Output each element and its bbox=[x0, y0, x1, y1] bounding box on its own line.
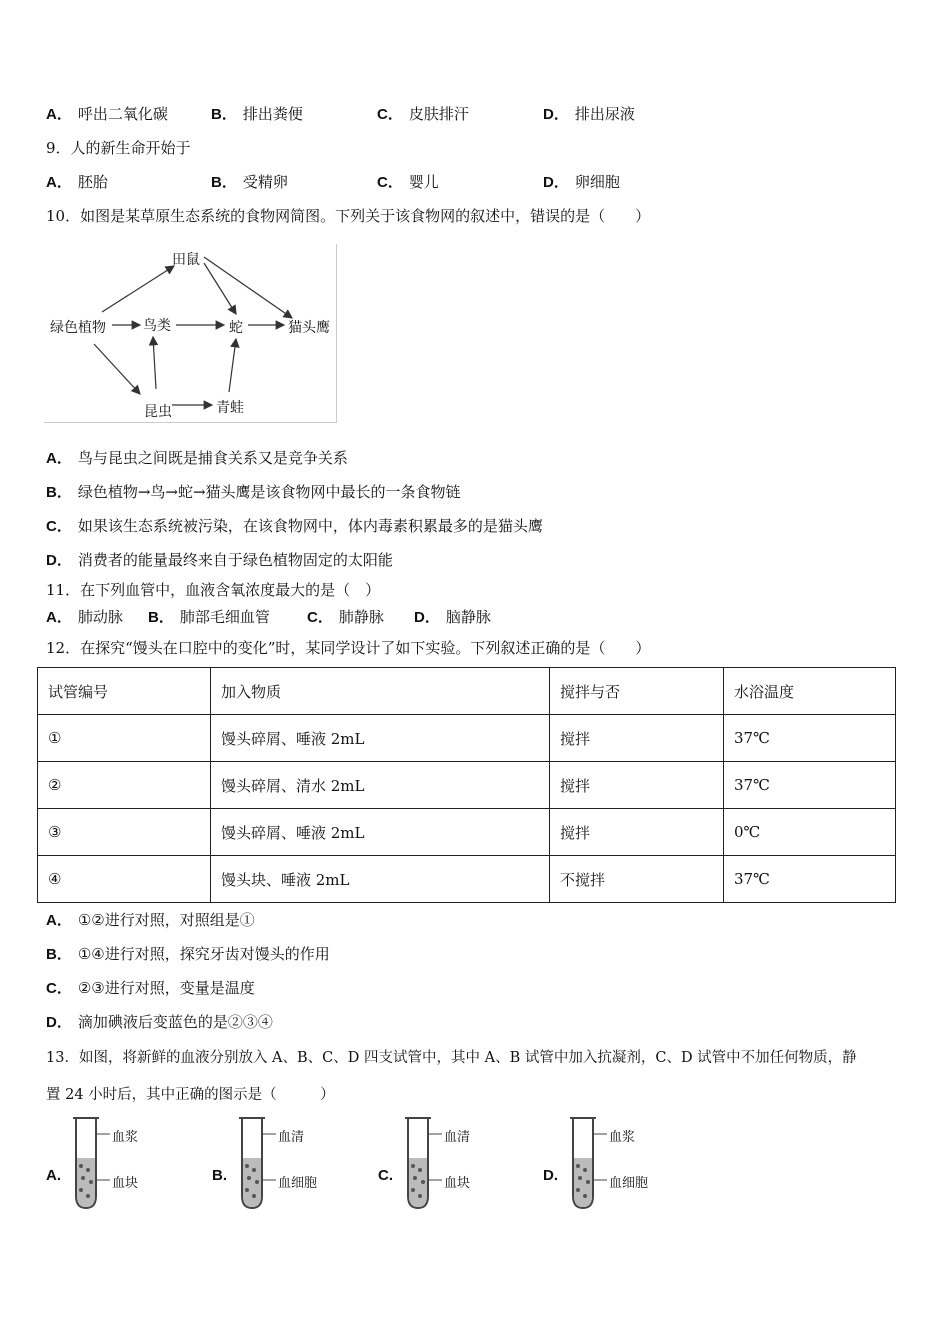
q8-option-c: C． 皮肤排汗 bbox=[377, 105, 469, 123]
q8-option-b: B． 排出粪便 bbox=[211, 105, 303, 123]
q9-option-c: C． 婴儿 bbox=[377, 173, 439, 191]
table-row bbox=[38, 762, 896, 809]
q9-option-a: A． 胚胎 bbox=[46, 173, 108, 191]
test-tube-d bbox=[543, 1112, 673, 1212]
test-tube-a bbox=[46, 1112, 176, 1212]
arrow-mouse-snake bbox=[204, 263, 236, 314]
table-cell: 馒头碎屑、唾液 2mL bbox=[211, 715, 550, 762]
test-tube-b bbox=[212, 1112, 342, 1212]
table-header-row bbox=[38, 668, 896, 715]
node-snake: 蛇 bbox=[229, 320, 243, 336]
table-row bbox=[38, 809, 896, 856]
table-cell: ① bbox=[38, 715, 211, 762]
table-cell: 37℃ bbox=[724, 715, 896, 762]
tube-bottom-label: 血细胞 bbox=[609, 1176, 649, 1191]
arrow-plant-insect bbox=[94, 344, 140, 394]
q13-stem-line2: 置 24 小时后，其中正确的图示是（ ） bbox=[46, 1087, 335, 1103]
table-cell: 不搅拌 bbox=[550, 856, 724, 903]
header-cell: 试管编号 bbox=[38, 668, 211, 715]
q11-stem: 11．在下列血管中，血液含氧浓度最大的是（ ） bbox=[46, 581, 381, 599]
tube-top-label: 血浆 bbox=[112, 1130, 139, 1145]
q10-stem: 10．如图是某草原生态系统的食物网简图。下列关于该食物网的叙述中，错误的是（ ） bbox=[46, 207, 651, 225]
header-cell: 水浴温度 bbox=[724, 668, 896, 715]
header-cell: 搅拌与否 bbox=[550, 668, 724, 715]
q10-option-c: C． 如果该生态系统被污染，在该食物网中，体内毒素积累最多的是猫头鹰 bbox=[46, 517, 543, 535]
q12-option-d: D． 滴加碘液后变蓝色的是②③④ bbox=[46, 1013, 273, 1031]
tube-top-label: 血清 bbox=[444, 1130, 471, 1145]
q10-option-b: B． 绿色植物→鸟→蛇→猫头鹰是该食物网中最长的一条食物链 bbox=[46, 483, 461, 501]
q11-option-b: B． 肺部毛细血管 bbox=[148, 608, 270, 626]
node-owl: 猫头鹰 bbox=[288, 320, 330, 336]
node-frog: 青蛙 bbox=[216, 400, 244, 416]
tube-letter: A. bbox=[46, 1167, 61, 1184]
q9-option-b: B． 受精卵 bbox=[211, 173, 288, 191]
q12-option-a: A． ①②进行对照，对照组是① bbox=[46, 911, 255, 929]
q9-option-d: D． 卵细胞 bbox=[543, 173, 620, 191]
table-cell: 搅拌 bbox=[550, 762, 724, 809]
table-cell: 馒头块、唾液 2mL bbox=[211, 856, 550, 903]
q12-option-b: B． ①④进行对照，探究牙齿对馒头的作用 bbox=[46, 945, 330, 963]
node-insect: 昆虫 bbox=[144, 404, 172, 420]
table-cell: 馒头碎屑、唾液 2mL bbox=[211, 809, 550, 856]
node-green-plant: 绿色植物 bbox=[50, 320, 106, 336]
tube-letter: B. bbox=[212, 1167, 227, 1184]
table-cell: 0℃ bbox=[724, 809, 896, 856]
table-cell: 搅拌 bbox=[550, 715, 724, 762]
node-bird: 鸟类 bbox=[143, 318, 171, 334]
tube-bottom-label: 血细胞 bbox=[278, 1176, 318, 1191]
q8-option-a: A． 呼出二氧化碳 bbox=[46, 105, 168, 123]
header-cell: 加入物质 bbox=[211, 668, 550, 715]
q12-option-c: C． ②③进行对照，变量是温度 bbox=[46, 979, 255, 997]
test-tube-c bbox=[378, 1112, 508, 1212]
tube-bottom-label: 血块 bbox=[444, 1176, 471, 1191]
node-mouse: 田鼠 bbox=[172, 252, 200, 268]
experiment-table bbox=[37, 667, 896, 903]
tube-bottom-label: 血块 bbox=[112, 1176, 139, 1191]
arrow-insect-bird bbox=[153, 337, 156, 389]
table-cell: ③ bbox=[38, 809, 211, 856]
food-web-diagram bbox=[44, 244, 337, 423]
table-row bbox=[38, 856, 896, 903]
q9-stem: 9．人的新生命开始于 bbox=[46, 139, 191, 157]
table-row bbox=[38, 715, 896, 762]
q12-stem: 12．在探究“馒头在口腔中的变化”时，某同学设计了如下实验。下列叙述正确的是（ ） bbox=[46, 639, 651, 657]
table-cell: 馒头碎屑、清水 2mL bbox=[211, 762, 550, 809]
table-cell: ④ bbox=[38, 856, 211, 903]
arrow-frog-snake bbox=[229, 339, 236, 392]
table-cell: 37℃ bbox=[724, 856, 896, 903]
q10-option-d: D． 消费者的能量最终来自于绿色植物固定的太阳能 bbox=[46, 551, 393, 569]
table-cell: ② bbox=[38, 762, 211, 809]
q11-option-a: A． 肺动脉 bbox=[46, 608, 123, 626]
q8-option-d: D． 排出尿液 bbox=[543, 105, 635, 123]
q13-stem-line1: 13．如图，将新鲜的血液分别放入 A、B、C、D 四支试管中，其中 A、B 试管中加入抗凝剂，C、D 试管中不加任何物质，静 bbox=[46, 1050, 857, 1066]
tube-top-label: 血浆 bbox=[609, 1130, 636, 1145]
table-cell: 37℃ bbox=[724, 762, 896, 809]
tube-letter: C. bbox=[378, 1167, 393, 1184]
q11-option-d: D． 脑静脉 bbox=[414, 608, 491, 626]
tube-letter: D. bbox=[543, 1167, 558, 1184]
arrow-mouse-owl bbox=[204, 257, 292, 318]
table-cell: 搅拌 bbox=[550, 809, 724, 856]
q11-option-c: C． 肺静脉 bbox=[307, 608, 384, 626]
tube-top-label: 血清 bbox=[278, 1130, 305, 1145]
q10-option-a: A． 鸟与昆虫之间既是捕食关系又是竞争关系 bbox=[46, 449, 348, 467]
arrow-plant-mouse bbox=[102, 266, 174, 312]
